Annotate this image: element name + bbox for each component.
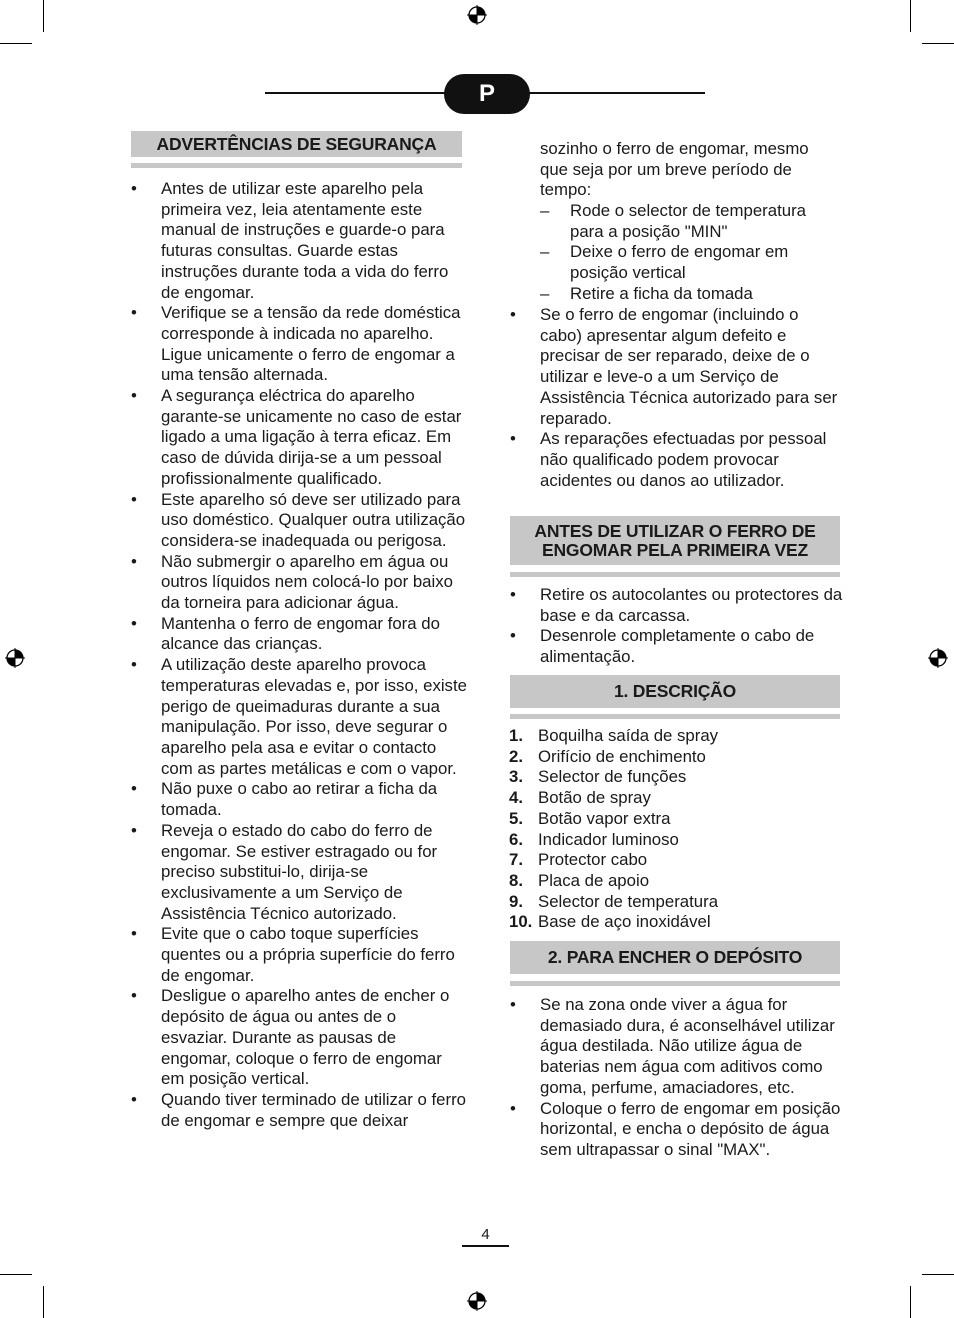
- dash-icon: –: [540, 201, 550, 220]
- dash-icon: –: [540, 242, 550, 262]
- list-item: [131, 779, 467, 820]
- continued-text: sozinho o ferro de engomar, mesmo que seja por um breve período de tempo:: [540, 139, 809, 200]
- bullet-icon: •: [131, 779, 137, 799]
- header-rule-right: [525, 92, 705, 94]
- bullet-icon: •: [131, 820, 137, 840]
- description-item-number: 4.: [509, 788, 523, 808]
- description-item-number: 9.: [509, 891, 523, 911]
- description-item-text: Placa de apoio: [538, 870, 650, 890]
- bullet-icon: •: [510, 585, 516, 604]
- bullet-icon: •: [510, 626, 516, 646]
- list-item-text: Não submergir o aparelho em água ou outros líquidos nem colocá-lo por baixo da torneira para adicionar água.: [161, 551, 453, 613]
- continued-steps-list: [540, 201, 840, 305]
- registration-mark-icon: [467, 1291, 487, 1311]
- list-item: [131, 303, 467, 386]
- heading-rule: [510, 572, 840, 577]
- list-item: [510, 626, 844, 667]
- crop-mark: [922, 43, 954, 44]
- description-item: [509, 767, 844, 788]
- list-item-text: Quando tiver terminado de utilizar o ferro de engomar e sempre que deixar: [161, 1089, 467, 1130]
- bullet-icon: •: [131, 551, 137, 571]
- step-text: Rode o selector de temperatura para a posição "MIN": [570, 201, 807, 241]
- list-item-text: A utilização deste aparelho provoca temperaturas elevadas e, por isso, existe perigo de queimaduras durante a sua manipulação. Por isso, deve segurar o aparelho pela asa e evitar o contacto com as partes metálicas e com o vapor.: [161, 655, 467, 778]
- step-item: [540, 201, 840, 242]
- step-text: Deixe o ferro de engomar em posição vertical: [570, 242, 789, 283]
- description-item-number: 5.: [509, 808, 523, 828]
- bullet-icon: •: [131, 924, 137, 944]
- description-item-text: Protector cabo: [538, 850, 648, 870]
- step-item: [540, 242, 840, 283]
- more-safety-list: [510, 305, 844, 491]
- list-item-text: As reparações efectuadas por pessoal não qualificado podem provocar acidentes ou danos ao utilizador.: [540, 429, 827, 490]
- description-item-text: Botão vapor extra: [538, 808, 671, 828]
- first-use-heading: [510, 516, 840, 565]
- bullet-icon: •: [131, 655, 137, 675]
- description-item: [509, 809, 844, 830]
- heading-rule: [510, 981, 840, 986]
- list-item-text: Coloque o ferro de engomar em posição horizontal, e encha o depósito de água sem ultrapassar o sinal "MAX".: [540, 1098, 841, 1159]
- bullet-icon: •: [510, 995, 516, 1014]
- first-use-heading-line1: ANTES DE UTILIZAR O FERRO DE: [534, 520, 816, 541]
- list-item-text: Retire os autocolantes ou protectores da base e da carcassa.: [540, 585, 843, 625]
- safety-list: [131, 179, 467, 1131]
- list-item-text: Mantenha o ferro de engomar fora do alcance das crianças.: [161, 613, 440, 654]
- list-item: [131, 655, 467, 779]
- crop-mark: [43, 0, 44, 32]
- description-item: [509, 912, 844, 933]
- bullet-icon: •: [131, 1089, 137, 1109]
- fill-list: [510, 995, 844, 1161]
- list-item: [131, 490, 467, 552]
- crop-mark: [0, 43, 32, 44]
- list-item-text: A segurança eléctrica do aparelho garante-se unicamente no caso de estar ligado a uma ligação à terra eficaz. Em caso de dúvida dirija-se a um pessoal profissionalmente qualificado.: [161, 386, 462, 488]
- registration-mark-icon: [928, 648, 948, 668]
- crop-mark: [922, 1274, 954, 1275]
- list-item: [510, 1099, 844, 1161]
- description-item-number: 2.: [509, 746, 523, 766]
- list-item-text: Se o ferro de engomar (incluindo o cabo) apresentar algum defeito e precisar de ser reparado, deixe de o utilizar e leve-o a um Serviço de Assistência Técnica autorizado para ser reparado.: [540, 305, 838, 428]
- list-item: [131, 1090, 467, 1131]
- description-item-text: Boquilha saída de spray: [538, 726, 719, 745]
- description-item-text: Selector de funções: [538, 767, 687, 787]
- crop-mark: [910, 1286, 911, 1318]
- description-item-number: 8.: [509, 870, 523, 890]
- description-item-number: 10.: [509, 912, 533, 932]
- bullet-icon: •: [131, 386, 137, 406]
- description-item: [509, 788, 844, 809]
- page-number: 4: [481, 1226, 490, 1243]
- description-item-text: Selector de temperatura: [538, 891, 719, 911]
- bullet-icon: •: [131, 986, 137, 1006]
- page-number-rule: [462, 1245, 509, 1247]
- description-item-number: 1.: [509, 726, 523, 745]
- first-use-list: [510, 585, 844, 668]
- safety-heading: ADVERTÊNCIAS DE SEGURANÇA: [131, 131, 462, 157]
- description-item: [509, 747, 844, 768]
- list-item-text: Desenrole completamente o cabo de alimentação.: [540, 626, 815, 667]
- list-item-text: Evite que o cabo toque superfícies quentes ou a própria superfície do ferro de engomar.: [161, 924, 455, 985]
- header-rule-left: [265, 92, 450, 94]
- list-item: [131, 924, 467, 986]
- fill-heading: 2. PARA ENCHER O DEPÓSITO: [510, 941, 840, 974]
- description-item: [509, 830, 844, 851]
- description-item-number: 6.: [509, 829, 523, 849]
- list-item: [131, 179, 467, 303]
- description-item: [509, 871, 844, 892]
- step-text: Retire a ficha da tomada: [570, 283, 753, 303]
- bullet-icon: •: [131, 489, 137, 509]
- list-item: [131, 821, 467, 925]
- description-item: [509, 850, 844, 871]
- heading-rule: [131, 163, 462, 168]
- bullet-icon: •: [131, 179, 137, 198]
- crop-mark: [910, 0, 911, 32]
- list-item: [510, 995, 844, 1099]
- description-item-text: Indicador luminoso: [538, 829, 679, 849]
- description-heading: 1. DESCRIÇÃO: [510, 675, 840, 708]
- list-item: [510, 305, 844, 429]
- crop-mark: [43, 1286, 44, 1318]
- list-item: [510, 585, 844, 626]
- list-item-text: Se na zona onde viver a água for demasiado dura, é aconselhável utilizar água destilada. Não utilize água de baterias nem água com aditivos como goma, perfume, amaciadores, etc.: [540, 995, 835, 1097]
- description-list: [509, 726, 844, 933]
- list-item-text: Não puxe o cabo ao retirar a ficha da tomada.: [161, 779, 438, 820]
- description-item-text: Botão de spray: [538, 788, 651, 808]
- language-badge: P: [444, 74, 530, 114]
- list-item: [131, 614, 467, 655]
- description-item-text: Orifício de enchimento: [538, 746, 706, 766]
- bullet-icon: •: [510, 305, 516, 324]
- dash-icon: –: [540, 283, 550, 303]
- registration-mark-icon: [5, 648, 25, 668]
- description-item: [509, 726, 844, 747]
- bullet-icon: •: [510, 429, 516, 449]
- description-item-text: Base de aço inoxidável: [538, 912, 711, 932]
- list-item-text: Reveja o estado do cabo do ferro de engomar. Se estiver estragado ou for preciso substitui-lo, dirija-se exclusivamente a um Serviço de Assistência Técnico autorizado.: [161, 820, 438, 923]
- list-item-text: Verifique se a tensão da rede doméstica corresponde à indicada no aparelho. Ligue unicamente o ferro de engomar a uma tensão alternada.: [161, 303, 461, 385]
- description-item-number: 7.: [509, 850, 523, 870]
- bullet-icon: •: [510, 1098, 516, 1118]
- list-item: [131, 986, 467, 1090]
- list-item: [131, 386, 467, 490]
- description-item: [509, 892, 844, 913]
- crop-mark: [0, 1274, 32, 1275]
- heading-rule: [510, 714, 840, 719]
- list-item: [510, 429, 844, 491]
- registration-mark-icon: [467, 5, 487, 25]
- description-item-number: 3.: [509, 767, 523, 787]
- bullet-icon: •: [131, 613, 137, 633]
- step-item: [540, 284, 840, 305]
- list-item: [131, 552, 467, 614]
- list-item-text: Antes de utilizar este aparelho pela primeira vez, leia atentamente este manual de instruções e guarde-o para futuras consultas. Guarde estas instruções durante toda a vida do ferro de engomar.: [161, 179, 449, 302]
- bullet-icon: •: [131, 303, 137, 323]
- first-use-heading-line2: ENGOMAR PELA PRIMEIRA VEZ: [542, 539, 808, 560]
- list-item-text: Desligue o aparelho antes de encher o depósito de água ou antes de o esvaziar. Durante as pausas de engomar, coloque o ferro de engomar em posição vertical.: [161, 986, 450, 1089]
- list-item-text: Este aparelho só deve ser utilizado para uso doméstico. Qualquer outra utilização considera-se inadequada ou perigosa.: [161, 489, 466, 550]
